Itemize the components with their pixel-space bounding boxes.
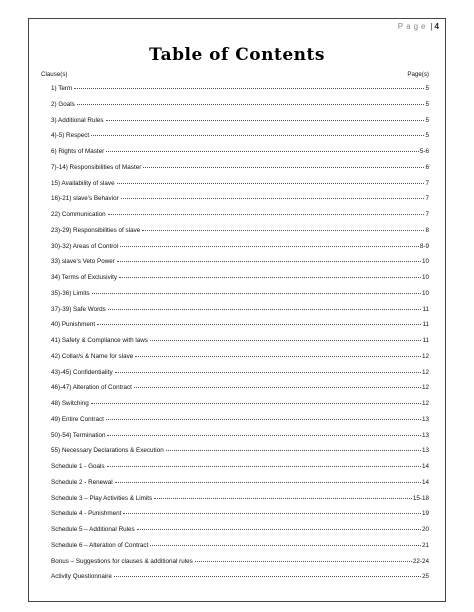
toc-entry-label: 3) Additional Rules bbox=[51, 116, 104, 124]
toc-entry-page: 11 bbox=[422, 305, 429, 313]
toc-entry-label: 46)-47) Alteration of Contract bbox=[51, 384, 132, 392]
toc-entry-page: 19 bbox=[421, 510, 429, 518]
toc-entry[interactable] bbox=[51, 573, 429, 589]
toc-entry-label: 42) Collar/s & Name for slave bbox=[51, 352, 134, 360]
page-title: Table of Contents bbox=[149, 45, 325, 65]
dot-leader bbox=[91, 135, 424, 136]
toc-entry[interactable] bbox=[51, 132, 429, 148]
toc-entry-label: 48) Switching bbox=[51, 400, 89, 407]
toc-entry-label: Schedule 4 - Punishment bbox=[51, 510, 122, 518]
dot-leader bbox=[74, 88, 424, 89]
toc-entry[interactable] bbox=[51, 290, 429, 306]
toc-entry-label: 22) Communication bbox=[51, 211, 106, 218]
toc-entry-label: 49) Entire Contract bbox=[51, 415, 104, 423]
toc-entry-page: 5-6 bbox=[419, 148, 429, 155]
toc-entry-label: Activity Questionnaire bbox=[51, 573, 112, 581]
toc-entry-label: 16)-21) slave's Behavior bbox=[51, 195, 119, 203]
toc-entry[interactable] bbox=[51, 321, 429, 337]
toc-entry[interactable] bbox=[51, 463, 429, 479]
dot-leader bbox=[134, 387, 421, 388]
toc-entry-label: 41) Safety & Compliance with laws bbox=[51, 337, 148, 344]
toc-entry[interactable] bbox=[51, 400, 429, 416]
toc-entry-page: 8-9 bbox=[419, 242, 429, 250]
dot-leader bbox=[123, 513, 421, 514]
toc-entry-label: 30)-32) Areas of Control bbox=[51, 242, 119, 250]
toc-entry-page: 13 bbox=[421, 415, 429, 423]
toc-entry-page: 11 bbox=[422, 321, 429, 329]
toc-entry-page: 12 bbox=[421, 384, 429, 392]
column-headers bbox=[41, 71, 429, 78]
toc-entry-page: 13 bbox=[421, 447, 429, 455]
toc-entry[interactable] bbox=[51, 353, 429, 369]
toc-entry-page: 11 bbox=[422, 337, 429, 344]
dot-leader bbox=[115, 482, 421, 483]
toc-entry-page: 8 bbox=[425, 226, 429, 234]
dot-leader bbox=[92, 293, 421, 294]
clauses-column-header: Clause(s) bbox=[41, 71, 68, 78]
page-header bbox=[398, 22, 439, 31]
toc-list bbox=[51, 85, 429, 589]
toc-entry-label: 15) Availability of slave bbox=[51, 179, 115, 187]
dot-leader bbox=[106, 419, 421, 420]
toc-entry[interactable] bbox=[51, 558, 429, 574]
toc-entry[interactable] bbox=[51, 211, 429, 227]
dot-leader bbox=[117, 261, 421, 262]
dot-leader bbox=[107, 466, 421, 467]
toc-entry-page: 10 bbox=[421, 289, 429, 297]
toc-entry[interactable] bbox=[51, 337, 429, 353]
toc-entry-label: Bonus – Suggestions for clauses & additional rules bbox=[51, 557, 193, 565]
toc-entry-label: 1) Term bbox=[51, 85, 73, 92]
toc-entry-label: 33) slave's Veto Power bbox=[51, 258, 115, 266]
toc-entry[interactable] bbox=[51, 479, 429, 495]
toc-entry-label: 7)-14) Responsibilities of Master bbox=[51, 163, 142, 171]
dot-leader bbox=[120, 246, 419, 247]
dot-leader bbox=[106, 151, 419, 152]
toc-entry-page: 12 bbox=[421, 368, 429, 376]
toc-entry[interactable] bbox=[51, 180, 429, 196]
page-separator: | bbox=[430, 22, 433, 31]
toc-entry-label: Schedule 3 – Play Activities & Limits bbox=[51, 494, 153, 502]
toc-entry-page: 10 bbox=[421, 274, 429, 281]
toc-entry-label: Schedule 2 - Renewal bbox=[51, 478, 113, 486]
toc-entry-label: 43)-45) Confidentiality bbox=[51, 368, 113, 376]
toc-entry[interactable] bbox=[51, 384, 429, 400]
toc-entry-label: 40) Punishment bbox=[51, 321, 96, 329]
page-number: 4 bbox=[434, 22, 439, 31]
toc-entry-page: 7 bbox=[425, 179, 429, 187]
toc-entry[interactable] bbox=[51, 258, 429, 274]
toc-entry-label: 50)-54) Termination bbox=[51, 431, 106, 439]
toc-entry-label: 34) Terms of Exclusivity bbox=[51, 274, 118, 281]
toc-entry[interactable] bbox=[51, 101, 429, 117]
toc-entry[interactable] bbox=[51, 195, 429, 211]
toc-entry[interactable] bbox=[51, 447, 429, 463]
dot-leader bbox=[107, 435, 421, 436]
toc-entry-page: 15-18 bbox=[412, 494, 429, 502]
dot-leader bbox=[106, 120, 425, 121]
toc-entry-page: 5 bbox=[425, 85, 429, 92]
toc-entry[interactable] bbox=[51, 148, 429, 164]
document-page bbox=[28, 18, 446, 602]
toc-entry-label: 55) Necessary Declarations & Execution bbox=[51, 447, 164, 455]
dot-leader bbox=[166, 450, 421, 451]
dot-leader bbox=[91, 403, 421, 404]
dot-leader bbox=[117, 183, 425, 184]
toc-entry[interactable] bbox=[51, 432, 429, 448]
toc-entry-page: 6 bbox=[425, 163, 429, 171]
dot-leader bbox=[195, 561, 412, 562]
dot-leader bbox=[121, 198, 425, 199]
toc-entry[interactable] bbox=[51, 243, 429, 259]
toc-entry-page: 14 bbox=[421, 478, 429, 486]
dot-leader bbox=[150, 340, 422, 341]
toc-entry-label: 37)-39) Safe Words bbox=[51, 305, 106, 313]
toc-entry[interactable] bbox=[51, 306, 429, 322]
toc-entry-page: 12 bbox=[421, 400, 429, 407]
toc-entry-page: 21 bbox=[421, 541, 429, 549]
dot-leader bbox=[154, 498, 412, 499]
toc-entry[interactable] bbox=[51, 542, 429, 558]
toc-entry[interactable] bbox=[51, 526, 429, 542]
toc-entry-page: 5 bbox=[425, 132, 429, 140]
toc-entry-page: 12 bbox=[421, 352, 429, 360]
dot-leader bbox=[135, 356, 421, 357]
dot-leader bbox=[97, 324, 421, 325]
toc-entry-page: 7 bbox=[425, 195, 429, 203]
toc-entry-page: 20 bbox=[421, 526, 429, 533]
dot-leader bbox=[143, 167, 424, 168]
dot-leader bbox=[108, 214, 425, 215]
dot-leader bbox=[115, 372, 421, 373]
toc-entry[interactable] bbox=[51, 369, 429, 385]
dot-leader bbox=[142, 230, 424, 231]
toc-entry-page: 13 bbox=[421, 431, 429, 439]
toc-entry-label: 6) Rights of Master bbox=[51, 148, 105, 155]
toc-entry[interactable] bbox=[51, 274, 429, 290]
toc-entry[interactable] bbox=[51, 117, 429, 133]
dot-leader bbox=[137, 529, 421, 530]
toc-entry[interactable] bbox=[51, 416, 429, 432]
page-word: Page bbox=[397, 22, 429, 31]
dot-leader bbox=[114, 576, 421, 577]
toc-entry[interactable] bbox=[51, 164, 429, 180]
toc-entry-page: 5 bbox=[425, 116, 429, 124]
toc-entry[interactable] bbox=[51, 495, 429, 511]
toc-entry-label: 23)-29) Responsibilities of slave bbox=[51, 226, 141, 234]
toc-entry-page: 7 bbox=[425, 211, 429, 218]
toc-entry-page: 10 bbox=[421, 258, 429, 266]
dot-leader bbox=[77, 104, 425, 105]
toc-entry-page: 25 bbox=[421, 573, 429, 581]
toc-entry-page: 5 bbox=[425, 100, 429, 108]
toc-entry[interactable] bbox=[51, 510, 429, 526]
toc-entry-page: 22-24 bbox=[412, 557, 429, 565]
toc-entry-label: 4)-5) Respect bbox=[51, 132, 90, 140]
toc-entry-label: 2) Goals bbox=[51, 100, 75, 108]
toc-entry-label: Schedule 6 – Alteration of Contract bbox=[51, 541, 149, 549]
toc-entry[interactable] bbox=[51, 85, 429, 101]
toc-entry-label: 35)-36) Limits bbox=[51, 289, 90, 297]
pages-column-header: Page(s) bbox=[407, 71, 429, 78]
dot-leader bbox=[150, 545, 421, 546]
toc-entry[interactable] bbox=[51, 227, 429, 243]
dot-leader bbox=[119, 277, 421, 278]
dot-leader bbox=[108, 309, 422, 310]
toc-entry-label: Schedule 1 - Goals bbox=[51, 463, 105, 470]
toc-entry-page: 14 bbox=[421, 463, 429, 470]
toc-entry-label: Schedule 5 – Additional Rules bbox=[51, 526, 135, 533]
